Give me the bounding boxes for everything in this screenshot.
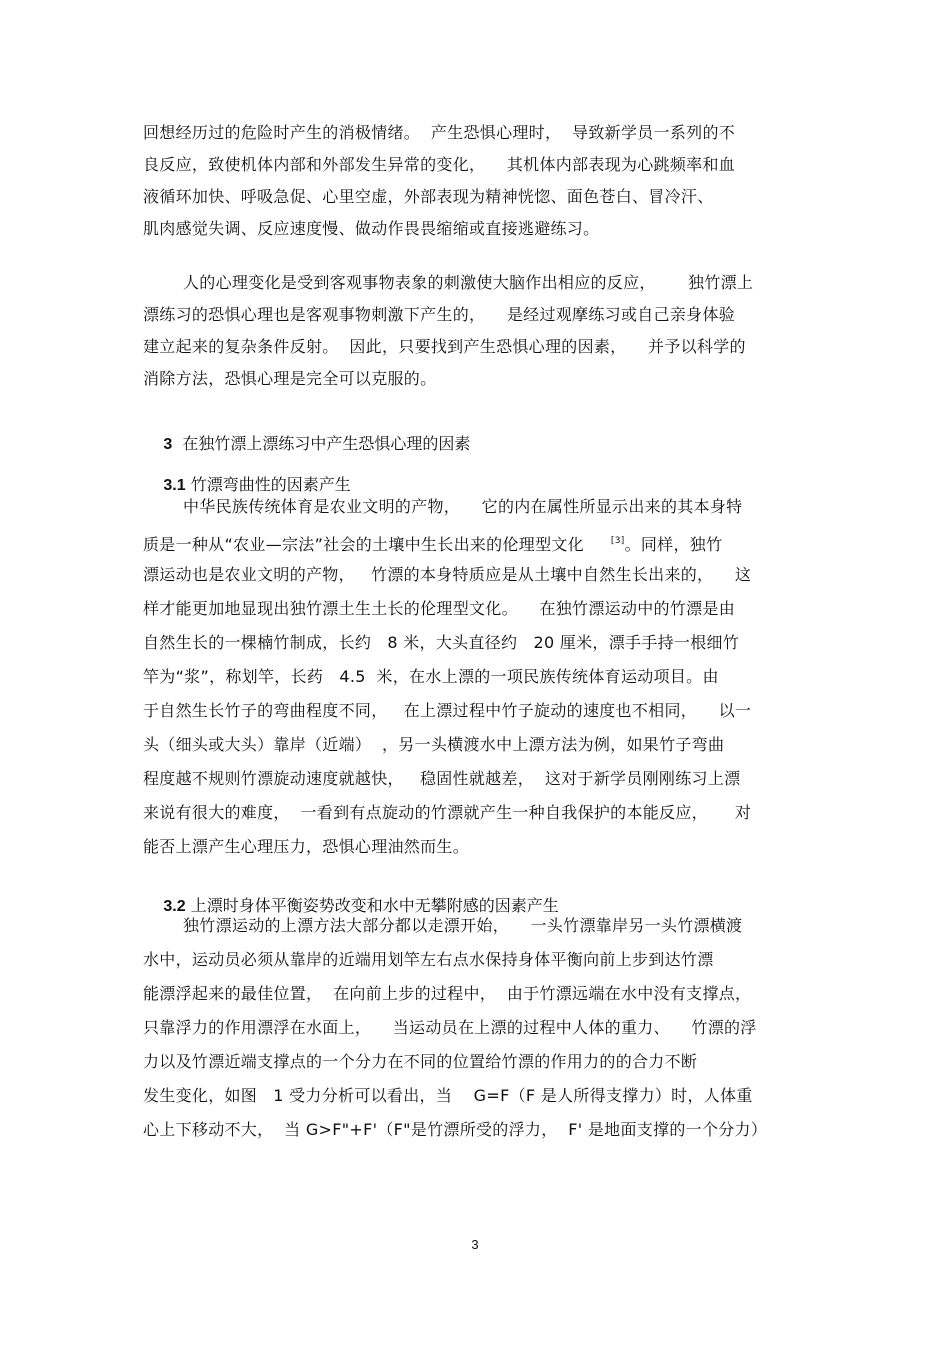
- section-title: 上漂时身体平衡姿势改变和水中无攀附感的因素产生: [190, 896, 559, 915]
- text-line: 中华民族传统体育是农业文明的产物， 它的内在属性所显示出来的其本身特: [183, 497, 743, 516]
- text-span: 质是一种从“农业—宗法”社会的土壤中生长出来的伦理型文化: [143, 535, 611, 554]
- text-line: 力以及竹漂近端支撑点的一个分力在不同的位置给竹漂的作用力的的合力不断: [143, 1052, 698, 1071]
- text-line: [143, 531, 722, 555]
- text-line: 能否上漂产生心理压力，恐惧心理油然而生。: [143, 837, 470, 856]
- text-line: 建立起来的复杂条件反射。 因此，只要找到产生恐惧心理的因素， 并予以科学的: [143, 337, 746, 356]
- text-span: 。同样，独竹: [624, 535, 723, 554]
- text-line: 自然生长的一棵楠竹制成，长约 8 米，大头直径约 20 厘米，漂手手持一根细竹: [143, 633, 740, 652]
- text-line: 水中，运动员必须从靠岸的近端用划竿左右点水保持身体平衡向前上步到达竹漂: [143, 950, 714, 969]
- text-line: 程度越不规则竹漂旋动速度就越快， 稳固性就越差， 这对于新学员刚刚练习上漂: [143, 769, 741, 788]
- text-line: 来说有很大的难度， 一看到有点旋动的竹漂就产生一种自我保护的本能反应， 对: [143, 803, 752, 822]
- text-line: 人的心理变化是受到客观事物表象的刺激使大脑作出相应的反应， 独竹漂上: [183, 273, 754, 292]
- text-line: 漂运动也是农业文明的产物， 竹漂的本身特质应是从土壤中自然生长出来的， 这: [143, 565, 752, 584]
- section-title: 竹漂弯曲性的因素产生: [190, 475, 351, 494]
- section-number: 3.1: [163, 477, 186, 494]
- citation-ref: [3]: [610, 536, 625, 546]
- text-line: 消除方法，恐惧心理是完全可以克服的。: [143, 369, 437, 388]
- section-number: 3: [163, 436, 173, 453]
- text-line: 竿为“浆”，称划竿，长药 4.5 米，在水上漂的一项民族传统体育运动项目。由: [143, 667, 719, 686]
- text-line: 漂练习的恐惧心理也是客观事物刺激下产生的， 是经过观摩练习或自己亲身体验: [143, 305, 736, 324]
- text-line: 液循环加快、呼吸急促、心里空虚，外部表现为精神恍惚、面色苍白、冒冷汗、: [143, 187, 714, 206]
- text-line: 样才能更加地显现出独竹漂土生土长的伦理型文化。 在独竹漂运动中的竹漂是由: [143, 599, 736, 618]
- text-line: 能漂浮起来的最佳位置， 在向前上步的过程中， 由于竹漂远端在水中没有支撑点，: [143, 984, 752, 1003]
- text-line: 回想经历过的危险时产生的消极情绪。 产生恐惧心理时， 导致新学员一系列的不: [143, 123, 736, 142]
- text-line: 良反应，致使机体内部和外部发生异常的变化， 其机体内部表现为心跳频率和血: [143, 155, 736, 174]
- text-line: 发生变化，如图 1 受力分析可以看出，当 G=F（F 是人所得支撑力）时，人体重: [143, 1086, 753, 1105]
- text-line: 独竹漂运动的上漂方法大部分都以走漂开始， 一头竹漂靠岸另一头竹漂横渡: [183, 916, 743, 935]
- text-line: 只靠浮力的作用漂浮在水面上， 当运动员在上漂的过程中人体的重力、 竹漂的浮: [143, 1018, 757, 1037]
- text-line: 于自然生长竹子的弯曲程度不同， 在上漂过程中竹子旋动的速度也不相同， 以一: [143, 701, 752, 720]
- section-number: 3.2: [163, 898, 186, 915]
- text-line: 头（细头或大头）靠岸（近端） ，另一头横渡水中上漂方法为例，如果竹子弯曲: [143, 735, 725, 754]
- section-title: 在独竹漂上漂练习中产生恐惧心理的因素: [182, 434, 471, 453]
- text-line: 心上下移动不大， 当 G>F"+F'（F"是竹漂所受的浮力， F' 是地面支撑的一个分力）: [143, 1120, 768, 1139]
- text-line: 肌肉感觉失调、反应速度慢、做动作畏畏缩缩或直接逃避练习。: [143, 219, 600, 238]
- page-number: 3: [471, 1237, 479, 1252]
